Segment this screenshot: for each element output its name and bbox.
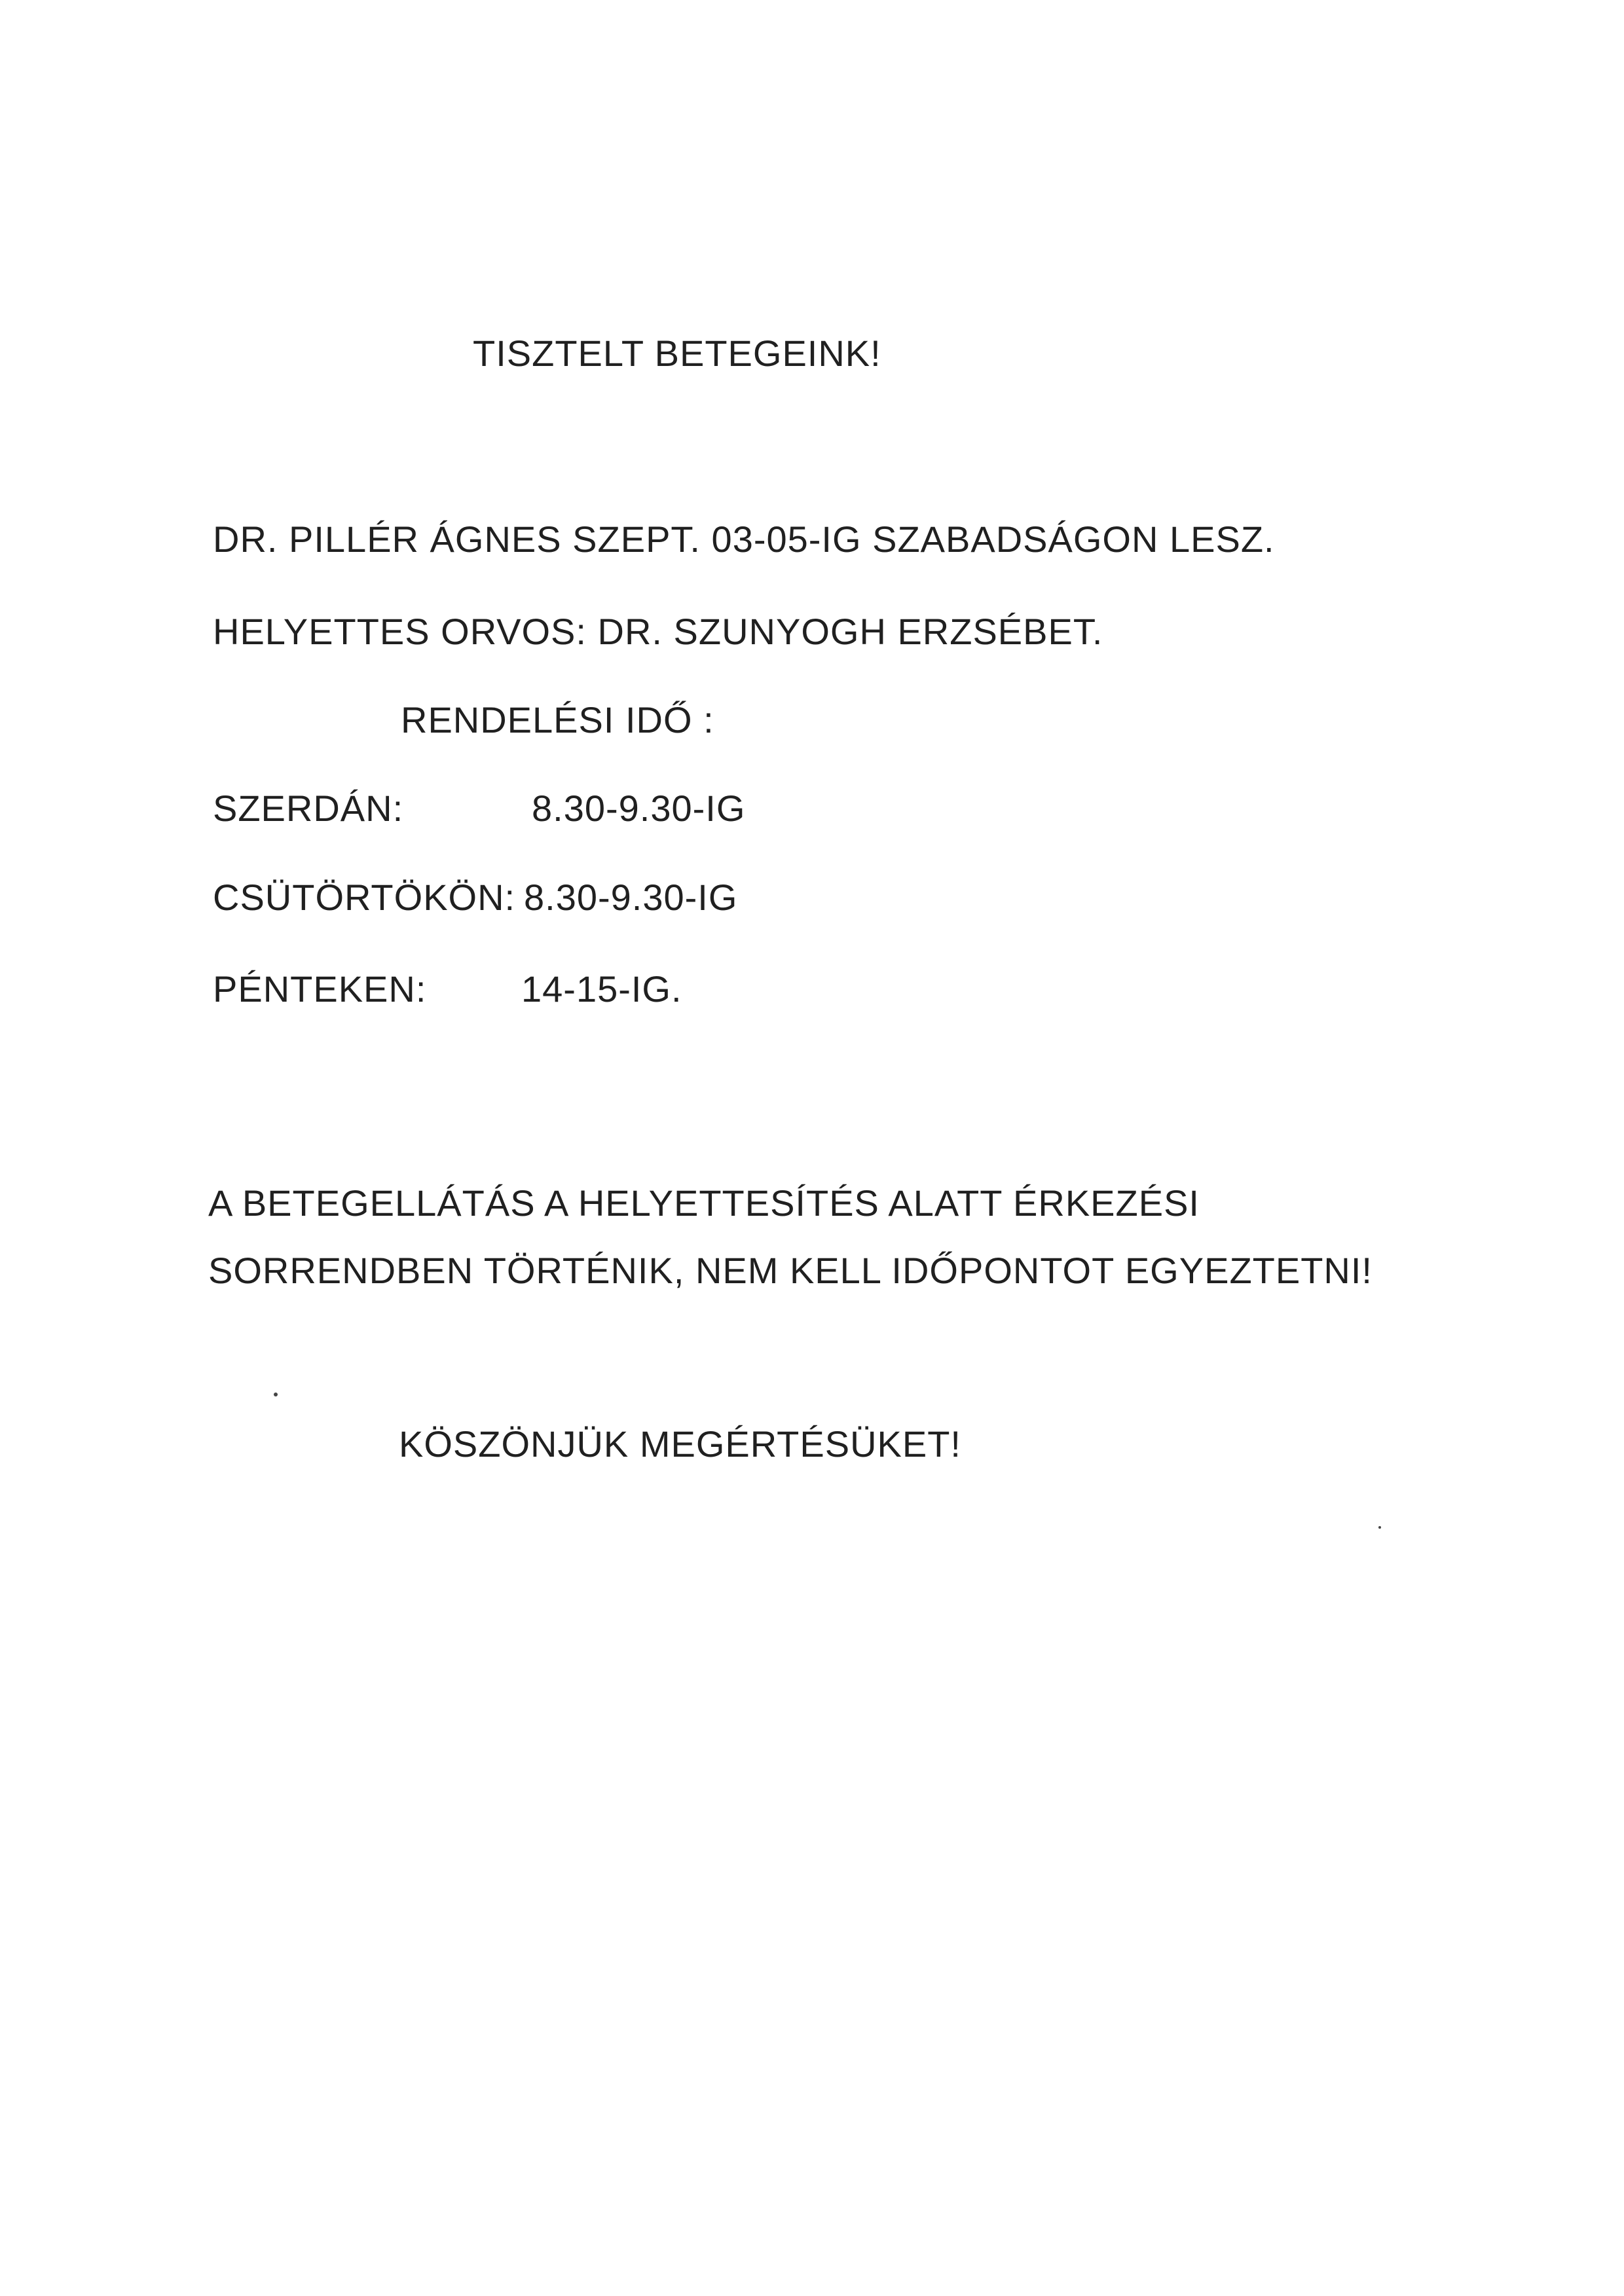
scan-speck xyxy=(1378,1526,1381,1529)
schedule-day-wednesday: SZERDÁN: xyxy=(213,788,404,829)
schedule-day-friday: PÉNTEKEN: xyxy=(213,968,427,1010)
schedule-time-friday: 14-15-IG. xyxy=(521,968,682,1010)
schedule-time-wednesday: 8.30-9.30-IG xyxy=(532,788,746,829)
leave-announcement: DR. PILLÉR ÁGNES SZEPT. 03-05-IG SZABADSÁGON LESZ. xyxy=(213,519,1275,560)
schedule-time-thursday: 8.30-9.30-IG xyxy=(524,877,738,918)
hours-heading: RENDELÉSI IDŐ : xyxy=(401,699,714,740)
scan-speck xyxy=(274,1393,278,1396)
greeting-heading: TISZTELT BETEGEINK! xyxy=(473,333,881,374)
info-line-1: A BETEGELLÁTÁS A HELYETTESÍTÉS ALATT ÉRKEZÉSI xyxy=(208,1182,1200,1224)
schedule-day-thursday: CSÜTÖRTÖKÖN: xyxy=(213,877,516,918)
closing-thanks: KÖSZÖNJÜK MEGÉRTÉSÜKET! xyxy=(399,1423,961,1465)
info-line-2: SORRENDBEN TÖRTÉNIK, NEM KELL IDŐPONTOT EGYEZTETNI! xyxy=(208,1250,1373,1291)
substitute-doctor: HELYETTES ORVOS: DR. SZUNYOGH ERZSÉBET. xyxy=(213,611,1103,652)
